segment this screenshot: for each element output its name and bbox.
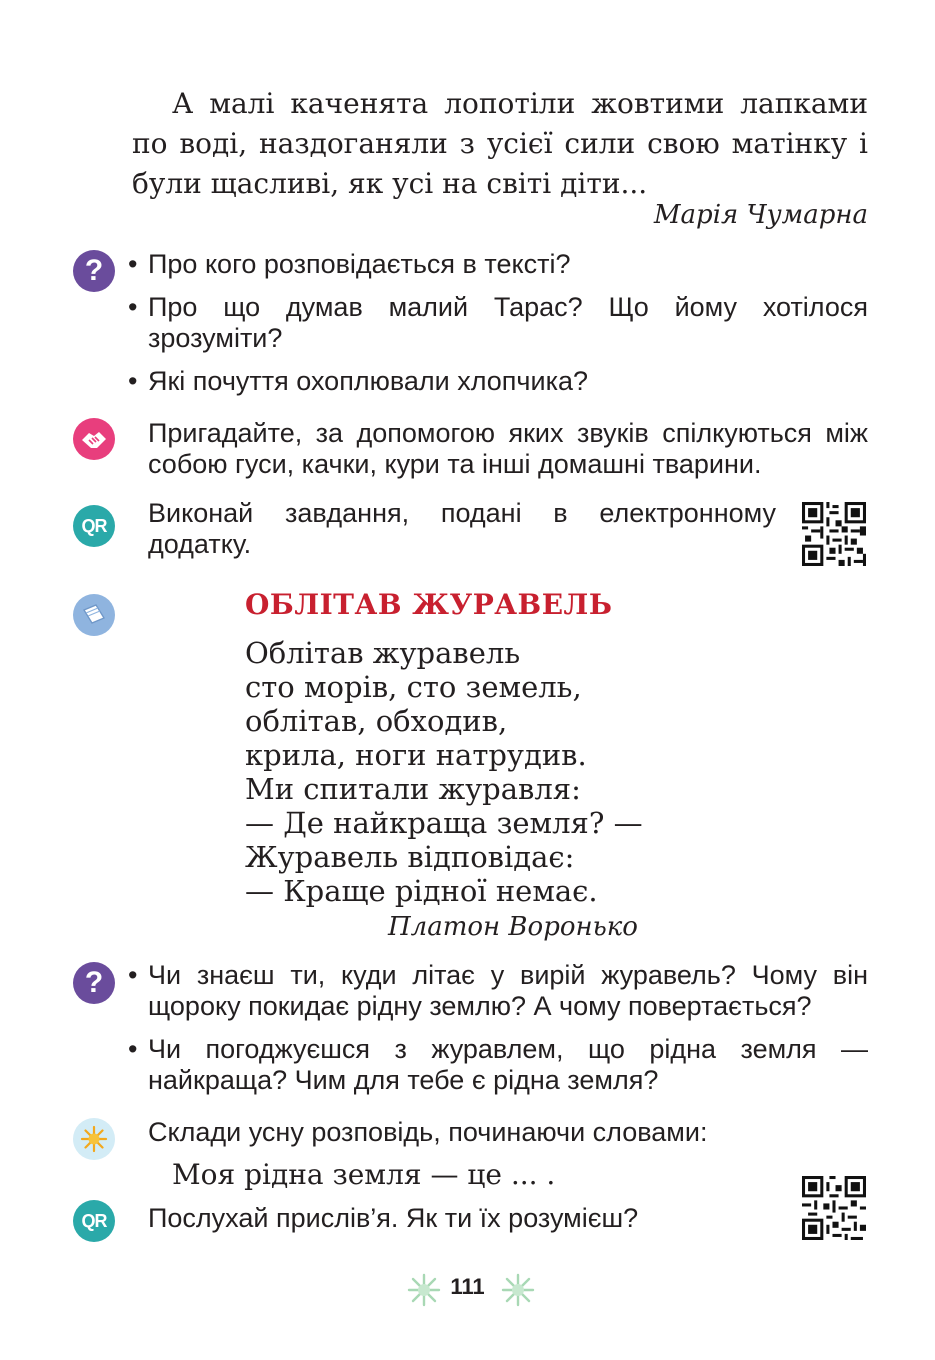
ornament-icon [500, 1272, 536, 1308]
list-item: • Які почуття охоплювали хлопчика? [128, 366, 868, 397]
questions-list-2 [128, 960, 868, 1108]
poem-line: облітав, обходив, [245, 704, 508, 738]
poem-line: Облітав журавель [245, 636, 521, 670]
poem-line: крила, ноги натрудив. [245, 738, 587, 772]
intro-paragraph: А малі каченята лопотіли жовтими лапками по воді, наздоганяли з усієї сили свою матінку і були щасливі, як усі на світі діти... [132, 87, 868, 200]
poem-line: Ми спитали журавля: [245, 772, 581, 806]
questions-list-1 [128, 249, 868, 409]
poem-body [245, 636, 643, 908]
list-item: • Про кого розповідається в тексті? [128, 249, 868, 280]
task-qr-2: Послухай прислів’я. Як ти їх розумієш? [148, 1203, 639, 1233]
qr-code[interactable] [802, 502, 866, 566]
question-icon: ? [73, 250, 115, 292]
intro-author: Марія Чумарна [653, 200, 868, 230]
sun-icon [73, 1118, 115, 1160]
page-number: 111 [450, 1274, 485, 1299]
list-item: • Про що думав малий Тарас? Що йому хотілося зрозуміти? [128, 292, 868, 354]
qr-code[interactable] [802, 1176, 866, 1240]
task-qr-1: Виконай завдання, подані в електронному додатку. [148, 498, 776, 559]
qr-icon[interactable]: QR [73, 505, 115, 547]
poem-author: Платон Воронько [388, 912, 638, 942]
task-remember: Пригадайте, за допомогою яких звуків спілкуються між собою гуси, качки, кури та інші домашні тварини. [148, 418, 868, 479]
task-story-start: Моя рідна земля — це ... . [172, 1158, 556, 1191]
poem-line: — Краще рідної немає. [245, 874, 598, 908]
poem-title: ОБЛІТАВ ЖУРАВЕЛЬ [245, 588, 613, 621]
task-story: Склади усну розповідь, починаючи словами: [148, 1117, 708, 1147]
qr-icon[interactable]: QR [73, 1200, 115, 1242]
poem-line: Журавель відповідає: [245, 840, 575, 874]
list-item: • Чи знаєш ти, куди літає у вирій журавель? Чому він щороку покидає рідну землю? А чому повертається? [128, 960, 868, 1022]
intro-paragraph-block [132, 84, 868, 204]
book-icon [73, 594, 115, 636]
question-icon: ? [73, 962, 115, 1004]
poem-line: сто морів, сто земель, [245, 670, 582, 704]
handshake-icon [73, 418, 115, 460]
list-item: • Чи погоджуєшся з журавлем, що рідна земля — найкраща? Чим для тебе є рідна земля? [128, 1034, 868, 1096]
poem-line: — Де найкраща земля? — [245, 806, 643, 840]
